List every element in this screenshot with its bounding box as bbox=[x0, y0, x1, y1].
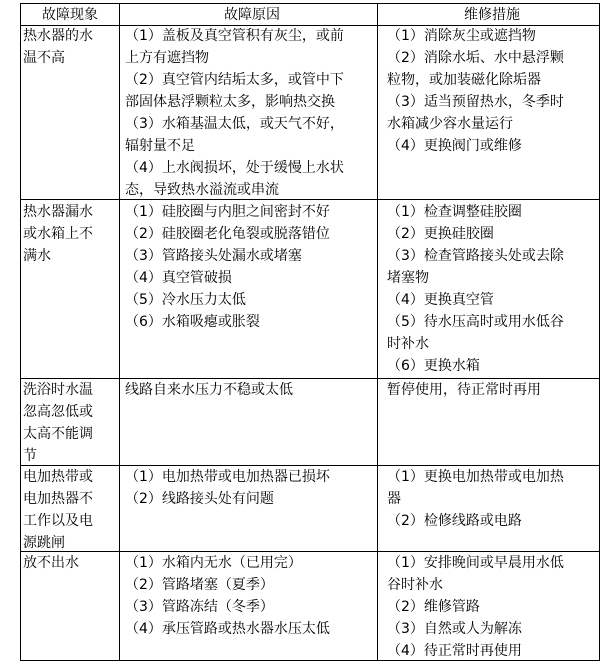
symptom-text: 洗浴时水温 bbox=[23, 382, 93, 398]
symptom-cell bbox=[23, 25, 117, 69]
fix-text: （3）自然或人为解冻 bbox=[387, 621, 522, 637]
fix-text: （2）维修管路 bbox=[387, 599, 480, 615]
cause-text: （5）冷水压力太低 bbox=[125, 292, 246, 308]
cause-text: （4）承压管路或热水器水压太低 bbox=[125, 621, 330, 637]
fix-text: （1）安排晚间或早晨用水低 bbox=[387, 555, 564, 571]
fix-text: （2）更换硅胶圈 bbox=[387, 226, 494, 242]
cause-text: （2）线路接头处有问题 bbox=[125, 491, 274, 507]
header-symptom: 故障现象 bbox=[42, 7, 98, 23]
cause-text: 线路自来水压力不稳或太低 bbox=[125, 382, 293, 398]
fix-cell bbox=[387, 25, 597, 157]
cause-text: （3）水箱基温太低，或天气不好， bbox=[125, 116, 344, 132]
header-fix: 维修措施 bbox=[464, 7, 520, 23]
fix-cell bbox=[387, 466, 597, 532]
symptom-text: 热水器漏水 bbox=[23, 204, 93, 220]
fix-text: （4）更换真空管 bbox=[387, 292, 494, 308]
fix-text: （2）检修线路或电路 bbox=[387, 513, 522, 529]
symptom-text: 电加热器不 bbox=[23, 491, 93, 507]
cause-cell bbox=[125, 379, 379, 401]
fix-text: 时补水 bbox=[387, 336, 429, 352]
header-cause: 故障原因 bbox=[224, 7, 280, 23]
fix-text: 水箱减少容水量运行 bbox=[387, 116, 513, 132]
fault-table bbox=[20, 3, 600, 661]
symptom-cell bbox=[23, 466, 117, 554]
fix-cell bbox=[387, 201, 597, 377]
cause-text: （1）盖板及真空管积有灰尘，或前 bbox=[125, 28, 344, 44]
fix-text: 粒物，或加装磁化除垢器 bbox=[387, 72, 541, 88]
fix-text: （4）更换阀门或维修 bbox=[387, 138, 522, 154]
fix-text: 器 bbox=[387, 491, 401, 507]
cause-text: （2）硅胶圈老化龟裂或脱落错位 bbox=[125, 226, 330, 242]
fix-text: （3）适当预留热水，冬季时 bbox=[387, 94, 564, 110]
fix-text: （5）待水压高时或用水低谷 bbox=[387, 314, 564, 330]
cause-text: （3）管路冻结（冬季） bbox=[125, 599, 274, 615]
symptom-text: 放不出水 bbox=[23, 555, 79, 571]
cause-cell bbox=[125, 25, 379, 201]
cause-text: 态，导致热水溢流或串流 bbox=[125, 182, 279, 198]
fix-text: （1）更换电加热带或电加热 bbox=[387, 469, 564, 485]
symptom-cell bbox=[23, 552, 117, 574]
cause-text: （1）电加热带或电加热器已损坏 bbox=[125, 469, 330, 485]
symptom-text: 电加热带或 bbox=[23, 469, 93, 485]
symptom-text: 满水 bbox=[23, 248, 51, 264]
fix-text: （2）消除水垢、水中悬浮颗 bbox=[387, 50, 564, 66]
cause-text: 部固体悬浮颗粒太多，影响热交换 bbox=[125, 94, 335, 110]
fix-text: 暂停使用，待正常时再用 bbox=[387, 382, 541, 398]
cause-text: （2）真空管内结垢太多，或管中下 bbox=[125, 72, 344, 88]
fix-text: （6）更换水箱 bbox=[387, 358, 480, 374]
cause-cell bbox=[125, 201, 379, 333]
cause-text: （4）真空管破损 bbox=[125, 270, 232, 286]
symptom-text: 太高不能调 bbox=[23, 426, 93, 442]
column-divider bbox=[119, 4, 120, 660]
symptom-cell bbox=[23, 379, 117, 467]
symptom-text: 源跳闸 bbox=[23, 535, 65, 551]
cause-text: （3）管路接头处漏水或堵塞 bbox=[125, 248, 302, 264]
cause-text: （2）管路堵塞（夏季） bbox=[125, 577, 274, 593]
cause-text: 上方有遮挡物 bbox=[125, 50, 209, 66]
cause-text: （6）水箱吸瘪或胀裂 bbox=[125, 314, 260, 330]
fix-text: （4）待正常时再使用 bbox=[387, 643, 522, 659]
symptom-text: 忽高忽低或 bbox=[23, 404, 93, 420]
symptom-text: 温不高 bbox=[23, 50, 65, 66]
cause-text: （1）水箱内无水（已用完） bbox=[125, 555, 302, 571]
symptom-text: 工作以及电 bbox=[23, 513, 93, 529]
symptom-cell bbox=[23, 201, 117, 267]
cause-text: （1）硅胶圈与内胆之间密封不好 bbox=[125, 204, 330, 220]
symptom-text: 或水箱上不 bbox=[23, 226, 93, 242]
fix-text: 堵塞物 bbox=[387, 270, 429, 286]
fix-cell bbox=[387, 379, 597, 401]
cause-text: 辐射量不足 bbox=[125, 138, 195, 154]
fix-text: （3）检查管路接头处或去除 bbox=[387, 248, 564, 264]
symptom-text: 节 bbox=[23, 448, 37, 464]
cause-cell bbox=[125, 552, 379, 640]
cause-cell bbox=[125, 466, 379, 510]
fix-text: 谷时补水 bbox=[387, 577, 443, 593]
symptom-text: 热水器的水 bbox=[23, 28, 93, 44]
fix-text: （1）检查调整硅胶圈 bbox=[387, 204, 522, 220]
fix-text: （1）消除灰尘或遮挡物 bbox=[387, 28, 536, 44]
fix-cell bbox=[387, 552, 597, 662]
cause-text: （4）上水阀损坏，处于缓慢上水状 bbox=[125, 160, 344, 176]
